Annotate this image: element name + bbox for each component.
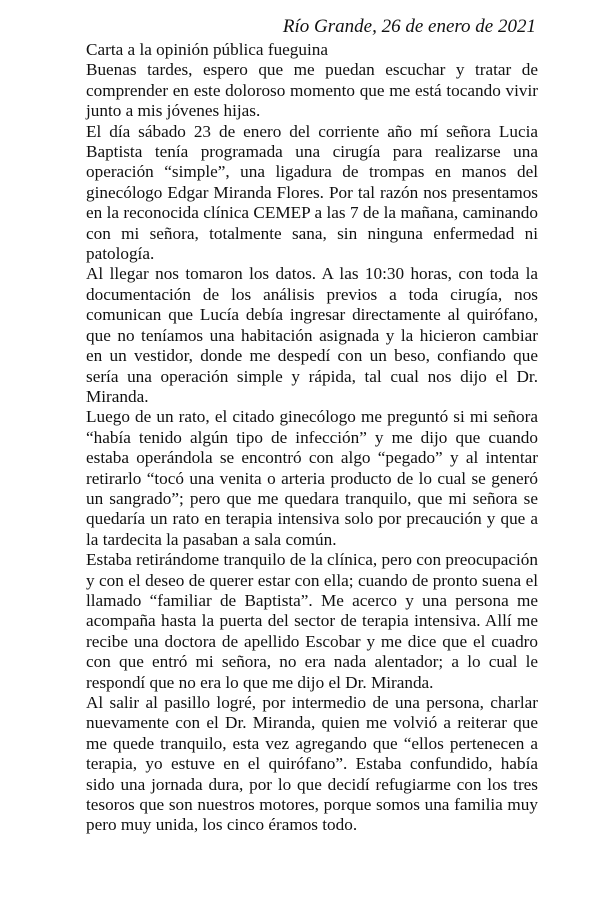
- letter-paragraph-5: Estaba retirándome tranquilo de la clínica, pero con preocupación y con el deseo de querer estar con ella; cuando de pronto suena el llamado “familiar de Baptista”. Me acerco y una persona me acompaña hasta la puerta del sector de terapia intensiva. Allí me recibe una doctora de apellido Escobar y me dice que el cuadro con que entró mi señora, no era nada alentador; a lo cual le respondí que no era lo que me dijo el Dr. Miranda.: [86, 550, 538, 692]
- letter-paragraph-6: Al salir al pasillo logré, por intermedio de una persona, charlar nuevamente con el Dr. Miranda, quien me volvió a reiterar que me quede tranquilo, esta vez agregando que “ellos pertenecen a terapia, yo estuve en el quirófano”. Estaba confundido, había sido una jornada dura, por lo que decidí refugiarme con los tres tesoros que son nuestros motores, porque somos una familia muy pero muy unida, los cinco éramos todo.: [86, 693, 538, 835]
- letter-heading: Carta a la opinión pública fueguina: [86, 40, 328, 59]
- letter-paragraph-3: Al llegar nos tomaron los datos. A las 10:30 horas, con toda la documentación de los análisis previos a toda cirugía, nos comunican que Lucía debía ingresar directamente al quirófano, que no teníamos una habitación asignada y la hicieron cambiar en un vestidor, donde me despedí con un beso, confiando que sería una operación simple y rápida, tal cual nos dijo el Dr. Miranda.: [86, 264, 538, 406]
- letter-paragraph-2: El día sábado 23 de enero del corriente año mí señora Lucia Baptista tenía programada una cirugía para realizarse una operación “simple”, una ligadura de trompas en manos del ginecólogo Edgar Miranda Flores. Por tal razón nos presentamos en la reconocida clínica CEMEP a las 7 de la mañana, caminando con mi señora, totalmente sana, sin ninguna enfermedad ni patología.: [86, 121, 538, 264]
- letter-date: Río Grande, 26 de enero de 2021: [282, 16, 536, 37]
- letter-paragraph-4: Luego de un rato, el citado ginecólogo me preguntó si mi señora “había tenido algún tipo de infección” y me dijo que cuando estaba operándola se encontró con algo “pegado” y al intentar retirarlo “tocó una venita o arteria producto de lo cual se generó un sangrado”; pero que me quedara tranquilo, que mi señora se quedaría un rato en terapia intensiva solo por precaución y que a la tardecita la pasaban a sala común.: [86, 407, 538, 549]
- letter-paragraph-1: Buenas tardes, espero que me puedan escuchar y tratar de comprender en este doloroso momento que me está tocando vivir junto a mis jóvenes hijas.: [86, 60, 538, 121]
